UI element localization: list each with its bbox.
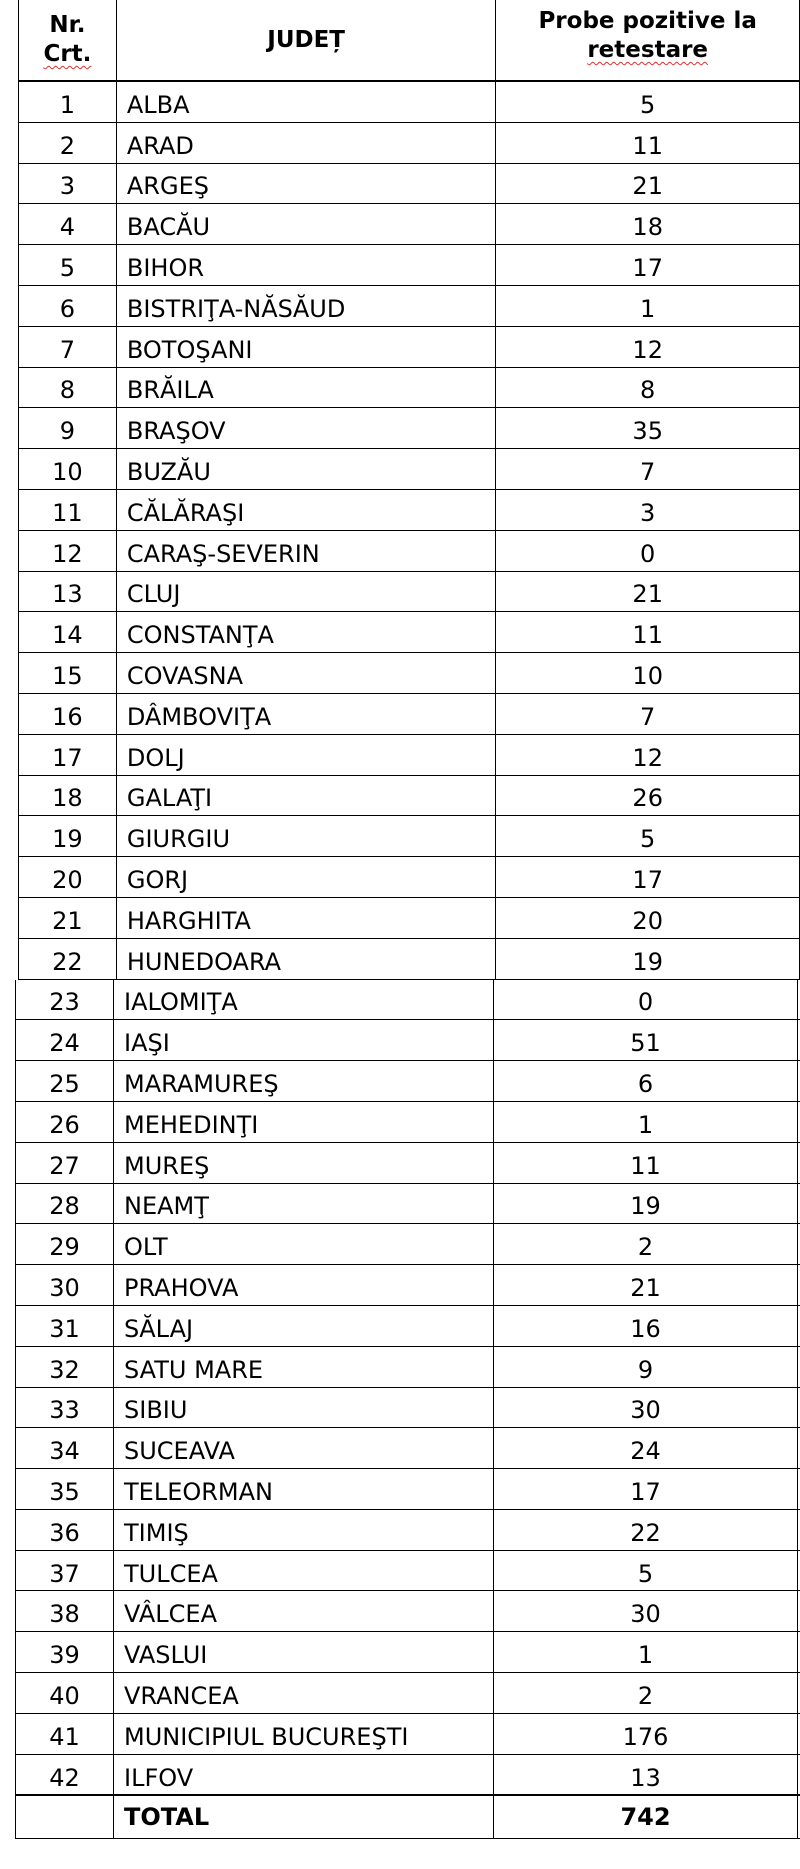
row-nr: 33 — [16, 1388, 114, 1428]
row-nr: 6 — [19, 286, 117, 326]
row-nr: 4 — [19, 204, 117, 244]
table-row — [15, 1755, 800, 1796]
row-value: 12 — [496, 327, 800, 367]
row-judet: BRAŞOV — [117, 408, 497, 448]
row-judet: MUREŞ — [114, 1143, 494, 1183]
row-judet: SUCEAVA — [114, 1428, 494, 1468]
table-row — [15, 1347, 800, 1388]
row-nr: 7 — [19, 327, 117, 367]
table-row — [18, 408, 800, 449]
table-row — [18, 123, 800, 164]
row-value: 2 — [494, 1673, 798, 1713]
row-value: 22 — [494, 1510, 798, 1550]
row-judet: GALAŢI — [117, 776, 497, 816]
table-row — [18, 245, 800, 286]
row-value: 6 — [494, 1061, 798, 1101]
table-row — [18, 286, 800, 327]
row-value: 17 — [496, 245, 800, 285]
row-nr: 39 — [16, 1632, 114, 1672]
row-judet: BIHOR — [117, 245, 497, 285]
row-nr: 2 — [19, 123, 117, 163]
row-judet: BISTRIŢA-NĂSĂUD — [117, 286, 497, 326]
row-nr: 28 — [16, 1184, 114, 1224]
table-row — [15, 1714, 800, 1755]
row-judet: VASLUI — [114, 1632, 494, 1672]
row-judet: TELEORMAN — [114, 1469, 494, 1509]
header-nr-crt — [19, 0, 117, 80]
table-row — [18, 490, 800, 531]
row-judet: BACĂU — [117, 204, 497, 244]
table-row — [18, 612, 800, 653]
row-value: 21 — [494, 1265, 798, 1305]
row-nr: 27 — [16, 1143, 114, 1183]
header-probe-pozitive — [496, 0, 800, 80]
row-judet: CARAŞ-SEVERIN — [117, 531, 497, 571]
row-judet: HARGHITA — [117, 898, 497, 938]
row-value: 13 — [494, 1755, 798, 1795]
row-value: 30 — [494, 1388, 798, 1428]
row-judet: VRANCEA — [114, 1673, 494, 1713]
row-nr: 37 — [16, 1551, 114, 1591]
table-row — [15, 1673, 800, 1714]
row-judet: ILFOV — [114, 1755, 494, 1795]
row-nr: 24 — [16, 1020, 114, 1060]
table-header-row — [18, 0, 800, 82]
table-row — [15, 1510, 800, 1551]
row-value: 19 — [494, 1184, 798, 1224]
row-nr: 13 — [19, 572, 117, 612]
row-value: 19 — [496, 939, 800, 979]
table-row — [15, 1020, 800, 1061]
row-judet: ARAD — [117, 123, 497, 163]
row-judet: ARGEŞ — [117, 164, 497, 204]
row-judet: IAŞI — [114, 1020, 494, 1060]
row-nr: 14 — [19, 612, 117, 652]
total-nr-cell — [16, 1796, 114, 1838]
table-row — [15, 1224, 800, 1265]
row-value: 11 — [496, 612, 800, 652]
row-judet: BUZĂU — [117, 449, 497, 489]
row-judet: CLUJ — [117, 572, 497, 612]
table-row — [15, 980, 800, 1021]
row-judet: MEHEDINŢI — [114, 1102, 494, 1142]
row-nr: 38 — [16, 1591, 114, 1631]
row-nr: 1 — [19, 82, 117, 122]
row-value: 17 — [494, 1469, 798, 1509]
table-row — [18, 327, 800, 368]
table-row — [18, 164, 800, 205]
row-value: 35 — [496, 408, 800, 448]
row-value: 24 — [494, 1428, 798, 1468]
table-row — [15, 1469, 800, 1510]
row-nr: 15 — [19, 653, 117, 693]
row-value: 7 — [496, 694, 800, 734]
row-nr: 26 — [16, 1102, 114, 1142]
row-nr: 31 — [16, 1306, 114, 1346]
row-nr: 34 — [16, 1428, 114, 1468]
table-row — [15, 1265, 800, 1306]
row-nr: 25 — [16, 1061, 114, 1101]
row-value: 18 — [496, 204, 800, 244]
row-judet: GORJ — [117, 857, 497, 897]
row-nr: 16 — [19, 694, 117, 734]
table-row — [15, 1102, 800, 1143]
row-nr: 42 — [16, 1755, 114, 1795]
row-value: 8 — [496, 368, 800, 408]
row-value: 1 — [494, 1102, 798, 1142]
row-nr: 12 — [19, 531, 117, 571]
row-nr: 21 — [19, 898, 117, 938]
row-judet: MUNICIPIUL BUCUREŞTI — [114, 1714, 494, 1754]
row-value: 176 — [494, 1714, 798, 1754]
table-row — [15, 1591, 800, 1632]
row-nr: 41 — [16, 1714, 114, 1754]
table-row — [18, 939, 800, 980]
row-judet: OLT — [114, 1224, 494, 1264]
row-value: 2 — [494, 1224, 798, 1264]
row-value: 1 — [496, 286, 800, 326]
row-nr: 32 — [16, 1347, 114, 1387]
table-row — [18, 735, 800, 776]
row-value: 12 — [496, 735, 800, 775]
row-value: 0 — [496, 531, 800, 571]
row-judet: BOTOŞANI — [117, 327, 497, 367]
row-value: 1 — [494, 1632, 798, 1672]
row-judet: CĂLĂRAŞI — [117, 490, 497, 530]
row-judet: VÂLCEA — [114, 1591, 494, 1631]
table-row — [18, 653, 800, 694]
header-judet — [117, 0, 497, 80]
row-value: 11 — [494, 1143, 798, 1183]
table-row — [18, 531, 800, 572]
table-row — [18, 857, 800, 898]
row-nr: 20 — [19, 857, 117, 897]
table-row — [18, 368, 800, 409]
table-row — [18, 816, 800, 857]
row-judet: DOLJ — [117, 735, 497, 775]
row-value: 5 — [496, 816, 800, 856]
row-value: 9 — [494, 1347, 798, 1387]
table-row — [18, 776, 800, 817]
header-nr-line2: Crt. — [43, 41, 92, 67]
row-nr: 10 — [19, 449, 117, 489]
row-value: 3 — [496, 490, 800, 530]
table-row — [18, 204, 800, 245]
row-value: 26 — [496, 776, 800, 816]
table-row — [15, 1632, 800, 1673]
row-nr: 23 — [16, 980, 114, 1020]
row-value: 7 — [496, 449, 800, 489]
row-judet: DÂMBOVIŢA — [117, 694, 497, 734]
row-nr: 40 — [16, 1673, 114, 1713]
row-judet: SĂLAJ — [114, 1306, 494, 1346]
row-value: 30 — [494, 1591, 798, 1631]
row-judet: GIURGIU — [117, 816, 497, 856]
table-row — [15, 1143, 800, 1184]
row-nr: 17 — [19, 735, 117, 775]
row-nr: 30 — [16, 1265, 114, 1305]
table-row — [18, 572, 800, 613]
header-judet-label: JUDEȚ — [267, 26, 345, 53]
row-value: 21 — [496, 572, 800, 612]
row-judet: MARAMUREŞ — [114, 1061, 494, 1101]
row-judet: TULCEA — [114, 1551, 494, 1591]
county-results-table — [18, 0, 800, 1839]
row-judet: TIMIŞ — [114, 1510, 494, 1550]
row-judet: IALOMIŢA — [114, 980, 494, 1020]
header-value-line2: retestare — [587, 37, 709, 63]
row-judet: SATU MARE — [114, 1347, 494, 1387]
table-row — [15, 1061, 800, 1102]
table-row — [15, 1428, 800, 1469]
row-judet: SIBIU — [114, 1388, 494, 1428]
row-value: 51 — [494, 1020, 798, 1060]
total-value: 742 — [494, 1796, 798, 1838]
table-row — [18, 449, 800, 490]
row-value: 5 — [494, 1551, 798, 1591]
row-value: 0 — [494, 980, 798, 1020]
row-value: 20 — [496, 898, 800, 938]
table-row — [18, 898, 800, 939]
row-value: 16 — [494, 1306, 798, 1346]
row-judet: BRĂILA — [117, 368, 497, 408]
row-judet: ALBA — [117, 82, 497, 122]
header-value-line1: Probe pozitive la — [538, 8, 757, 35]
table-row — [15, 1388, 800, 1429]
row-judet: NEAMŢ — [114, 1184, 494, 1224]
header-nr-line1: Nr. — [49, 12, 86, 39]
row-nr: 3 — [19, 164, 117, 204]
row-judet: CONSTANŢA — [117, 612, 497, 652]
row-nr: 11 — [19, 490, 117, 530]
row-value: 11 — [496, 123, 800, 163]
table-body — [18, 82, 800, 1795]
row-nr: 36 — [16, 1510, 114, 1550]
row-nr: 5 — [19, 245, 117, 285]
row-nr: 19 — [19, 816, 117, 856]
table-row — [15, 1306, 800, 1347]
table-row — [18, 82, 800, 123]
row-value: 21 — [496, 164, 800, 204]
row-judet: HUNEDOARA — [117, 939, 497, 979]
table-row — [18, 694, 800, 735]
table-total-row — [15, 1795, 800, 1839]
row-judet: COVASNA — [117, 653, 497, 693]
row-nr: 35 — [16, 1469, 114, 1509]
row-value: 5 — [496, 82, 800, 122]
row-nr: 9 — [19, 408, 117, 448]
row-nr: 29 — [16, 1224, 114, 1264]
row-value: 10 — [496, 653, 800, 693]
total-label: TOTAL — [114, 1796, 494, 1838]
table-row — [15, 1551, 800, 1592]
row-nr: 8 — [19, 368, 117, 408]
row-nr: 18 — [19, 776, 117, 816]
row-value: 17 — [496, 857, 800, 897]
row-nr: 22 — [19, 939, 117, 979]
table-row — [15, 1184, 800, 1225]
row-judet: PRAHOVA — [114, 1265, 494, 1305]
